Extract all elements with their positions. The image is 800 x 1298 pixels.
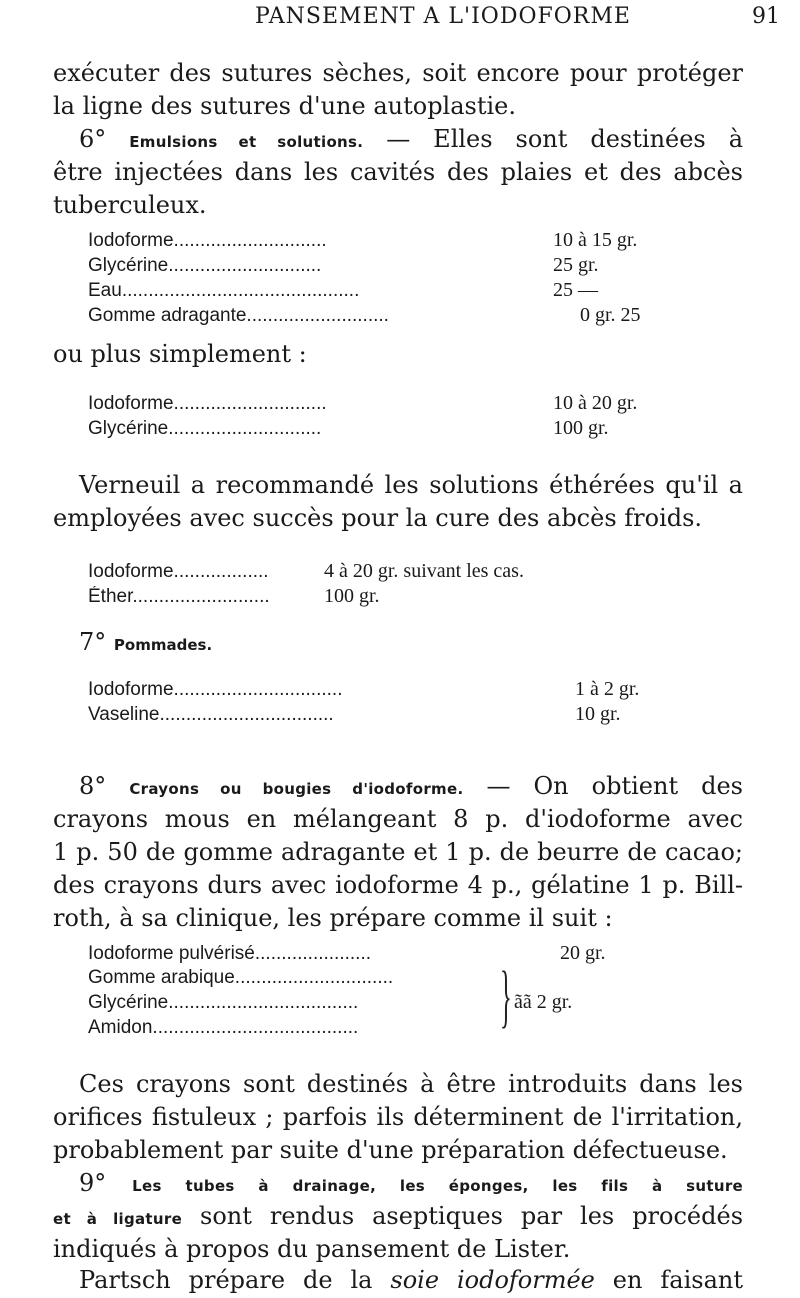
- section-7: [53, 626, 743, 659]
- page-number: 91: [752, 4, 780, 29]
- recipe-simple: [88, 392, 688, 442]
- ingredient-name: Glycérine: [88, 992, 169, 1013]
- dose: 4 à 20 gr. suivant les cas.: [324, 560, 524, 582]
- ingredient: Gomme arabique..............................: [88, 967, 394, 988]
- ingredient-name: Iodoforme: [88, 393, 174, 414]
- ingredient: Iodoforme pulvérisé......................: [88, 943, 372, 964]
- recipe-row: [88, 279, 688, 304]
- text-line: [53, 1264, 743, 1297]
- text-line: orifices fistuleux ; parfois ils déterminent de l'irritation,: [53, 1103, 743, 1131]
- section-heading: Les tubes à drainage, les éponges, les fils à suture: [132, 1177, 743, 1195]
- paragraph-partsch: [53, 1264, 743, 1297]
- running-header: [0, 4, 800, 34]
- text-line: employées avec succès pour la cure des abcès froids.: [53, 504, 703, 532]
- ingredient-name: Amidon: [88, 1017, 153, 1038]
- text-line: probablement par suite d'une préparation défectueuse.: [53, 1136, 728, 1164]
- section-heading: Crayons ou bougies d'iodoforme.: [129, 780, 464, 798]
- dose: 100 gr.: [324, 585, 380, 607]
- text-fragment: Partsch prépare de la: [79, 1266, 391, 1294]
- text-line: être injectées dans les cavités des plaies et des abcès: [53, 158, 743, 186]
- text-line: roth, à sa clinique, les prépare comme il suit :: [53, 904, 613, 932]
- recipe-row: [88, 560, 748, 585]
- section-number: 7°: [79, 628, 107, 656]
- dose: 20 gr.: [560, 942, 606, 964]
- text-line: tuberculeux.: [53, 191, 207, 219]
- text-line: exécuter des sutures sèches, soit encore pour protéger: [53, 59, 743, 87]
- recipe-row: [88, 229, 688, 254]
- section-8: [53, 770, 743, 935]
- dose: 100 gr.: [553, 417, 609, 439]
- recipe-crayons: [88, 942, 728, 1042]
- ingredient: Iodoforme.............................: [88, 393, 327, 414]
- dose: 10 à 15 gr.: [553, 229, 638, 251]
- ingredient: Gomme adragante...........................: [88, 305, 389, 326]
- ingredient-name: Iodoforme pulvérisé: [88, 943, 255, 964]
- dose: 25 —: [553, 279, 598, 301]
- ingredient-name: Éther: [88, 586, 133, 607]
- recipe-row: [88, 254, 688, 279]
- text-line: [53, 770, 743, 803]
- recipe-row: [88, 703, 708, 728]
- ingredient: Eau.............................................: [88, 280, 360, 301]
- paragraph-verneuil: [53, 469, 743, 535]
- recipe-row: [88, 585, 748, 610]
- recipe-row: [88, 942, 728, 967]
- ingredient-name: Iodoforme: [88, 679, 174, 700]
- recipe-row: [88, 992, 728, 1017]
- ingredient-name: Glycérine: [88, 418, 169, 439]
- paragraph-simple: [53, 338, 743, 371]
- recipe-pommade: [88, 678, 708, 728]
- recipe-ether: [88, 560, 748, 610]
- ingredient-name: Glycérine: [88, 255, 169, 276]
- ingredient-name: Gomme arabique: [88, 967, 235, 988]
- ingredient: Éther..........................: [88, 586, 270, 607]
- grouping-brace: }: [500, 958, 512, 1035]
- dose: 25 gr.: [553, 254, 599, 276]
- text-line: la ligne des sutures d'une autoplastie.: [53, 92, 517, 120]
- ingredient: Iodoforme..................: [88, 561, 269, 582]
- recipe-row: [88, 392, 688, 417]
- paragraph-crayons: [53, 1068, 743, 1167]
- text-fragment: — Elles sont destinées à: [363, 125, 744, 153]
- section-6: [53, 123, 743, 222]
- recipe-row: [88, 967, 728, 992]
- section-number: 8°: [79, 772, 107, 800]
- section-heading: Emulsions et solutions.: [129, 133, 364, 151]
- text-line: [53, 123, 743, 156]
- text-line: [53, 1200, 743, 1233]
- text-fragment: en faisant: [594, 1266, 743, 1294]
- text-fragment: sont rendus aseptiques par les procédés: [182, 1202, 744, 1230]
- dose: 1 à 2 gr.: [575, 678, 640, 700]
- section-number: 6°: [79, 125, 107, 153]
- ingredient: Iodoforme................................: [88, 679, 343, 700]
- ingredient-name: Vaseline: [88, 704, 160, 725]
- text-line: Ces crayons sont destinés à être introduits dans les: [79, 1070, 743, 1098]
- section-9: [53, 1167, 743, 1266]
- section-number: 9°: [79, 1169, 107, 1197]
- ingredient: Glycérine.............................: [88, 255, 322, 276]
- header-title: PANSEMENT A L'IODOFORME: [255, 4, 631, 29]
- group-dose: ãã 2 gr.: [514, 991, 573, 1013]
- dose: 0 gr. 25: [580, 304, 641, 326]
- recipe-row: [88, 678, 708, 703]
- italic-term: soie iodoformée: [390, 1266, 595, 1294]
- recipe-row: [88, 417, 688, 442]
- ingredient: Glycérine.............................: [88, 418, 322, 439]
- text-line: crayons mous en mélangeant 8 p. d'iodoforme avec: [53, 805, 743, 833]
- text-line: 1 p. 50 de gomme adragante et 1 p. de beurre de cacao;: [53, 838, 743, 866]
- dose: 10 à 20 gr.: [553, 392, 638, 414]
- ingredient: Amidon.......................................: [88, 1017, 359, 1038]
- text-line: [53, 1167, 743, 1200]
- ingredient-name: Gomme adragante: [88, 305, 247, 326]
- text-line: Verneuil a recommandé les solutions éthérées qu'il a: [79, 471, 743, 499]
- recipe-row: [88, 304, 688, 329]
- text-line: [53, 626, 743, 659]
- text-fragment: — On obtient des: [463, 772, 743, 800]
- recipe-row: [88, 1017, 728, 1042]
- recipe-emulsion: [88, 229, 688, 329]
- ingredient-name: Iodoforme: [88, 561, 174, 582]
- dose: 10 gr.: [575, 703, 621, 725]
- paragraph-continuation: [53, 57, 743, 123]
- text-line: indiqués à propos du pansement de Lister.: [53, 1235, 571, 1263]
- ingredient: Vaseline.................................: [88, 704, 334, 725]
- text-line: des crayons durs avec iodoforme 4 p., gélatine 1 p. Bill-: [53, 871, 743, 899]
- ingredient-name: Eau: [88, 280, 122, 301]
- ingredient: Iodoforme.............................: [88, 230, 327, 251]
- section-heading-cont: et à ligature: [53, 1210, 183, 1228]
- ingredient: Glycérine....................................: [88, 992, 359, 1013]
- section-heading: Pommades.: [113, 636, 213, 654]
- ingredient-name: Iodoforme: [88, 230, 174, 251]
- text-line: ou plus simplement :: [53, 340, 307, 368]
